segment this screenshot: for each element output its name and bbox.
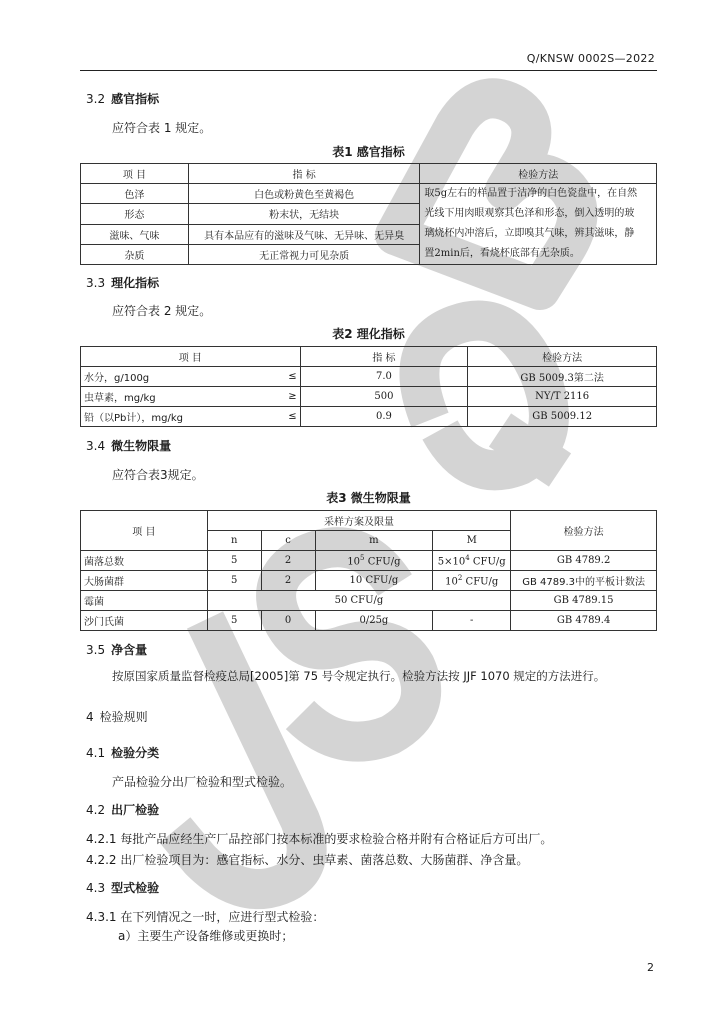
table-cell: 白色或粉黄色至黄褐色 (188, 184, 420, 204)
table-cell: 具有本品应有的滋味及气味、无异味、无异臭 (188, 224, 420, 244)
table-cell: GB 4789.2 (511, 551, 657, 571)
clause-4-2-2: 4.2.2 出厂检验项目为：感官指标、水分、虫草素、菌落总数、大肠菌群、净含量。 (86, 853, 529, 867)
document-code: Q/KNSW 0002S—2022 (526, 52, 655, 65)
section-3-2-text: 应符合表 1 规定。 (112, 121, 212, 135)
table-cell: GB 5009.3第二法 (468, 367, 657, 387)
table-row (81, 551, 657, 571)
table-cell: 杂质 (81, 244, 189, 264)
table-cell: n (207, 531, 261, 551)
section-3-3-text: 应符合表 2 规定。 (112, 304, 212, 318)
table-cell: 粉末状，无结块 (188, 204, 420, 224)
method-line: 取5g左右的样品置于洁净的白色瓷盘中，在自然 (424, 188, 638, 199)
table-row (81, 611, 657, 631)
table-cell: 菌落总数 (81, 551, 208, 571)
table-row (81, 184, 657, 204)
section-3-4-heading: 3.4 微生物限量 (86, 439, 172, 453)
table-cell: 无正常视力可见杂质 (188, 244, 420, 264)
table-cell: ≤ (272, 367, 300, 387)
page-number: 2 (647, 961, 654, 974)
table-2-header-row (81, 347, 657, 367)
table-2-header-method: 检验方法 (468, 347, 657, 367)
table-3-header-row (81, 511, 657, 531)
table-cell: ≤ (272, 407, 300, 427)
clause-4-3-1-a: a）主要生产设备维修或更换时； (118, 929, 294, 943)
table-2-physicochemical (80, 346, 657, 427)
section-4-1-text: 产品检验分出厂检验和型式检验。 (112, 775, 293, 789)
table-1-caption: 表1 感官指标 (332, 145, 405, 159)
section-3-5-heading: 3.5 净含量 (86, 643, 148, 657)
table-cell: GB 4789.15 (511, 591, 657, 611)
table-cell: 5 (207, 571, 261, 591)
table-cell: $10^2$ CFU/g (433, 571, 511, 591)
table-3-microbial (80, 510, 657, 631)
table-cell: M (433, 531, 511, 551)
table-cell: 5 (207, 551, 261, 571)
table-cell: 10 CFU/g (315, 571, 433, 591)
table-2-header-indicator: 指 标 (300, 347, 468, 367)
table-cell: 铅（以Pb计），mg/kg (81, 407, 273, 427)
section-4-heading: 4 检验规则 (86, 710, 148, 724)
table-cell: 5 (207, 611, 261, 631)
table-1-header-indicator: 指 标 (188, 164, 420, 184)
table-cell: GB 5009.12 (468, 407, 657, 427)
section-4-1-heading: 4.1 检验分类 (86, 746, 160, 760)
table-cell: 霉菌 (81, 591, 208, 611)
table-row (81, 407, 657, 427)
section-3-4-text: 应符合表3规定。 (112, 468, 204, 482)
clause-4-3-1: 4.3.1 在下列情况之一时，应进行型式检验： (86, 910, 325, 924)
table-cell: 沙门氏菌 (81, 611, 208, 631)
table-row (81, 367, 657, 387)
table-cell: - (433, 611, 511, 631)
table-1-header-item: 项 目 (81, 164, 189, 184)
table-cell: GB 4789.4 (511, 611, 657, 631)
method-line: 光线下用肉眼观察其色泽和形态，倒入透明的玻 (424, 208, 635, 219)
clause-4-2-1: 4.2.1 每批产品应经生产厂品控部门按本标准的要求检验合格并附有合格证后方可出厂。 (86, 832, 553, 846)
table-cell: m (315, 531, 433, 551)
section-3-3-heading: 3.3 理化指标 (86, 276, 160, 290)
table-3-caption: 表3 微生物限量 (326, 491, 411, 505)
table-cell: 500 (300, 387, 468, 407)
section-4-2-heading: 4.2 出厂检验 (86, 803, 160, 817)
table-cell: 大肠菌群 (81, 571, 208, 591)
header-rule (80, 70, 657, 71)
table-cell: $10^5$ CFU/g (315, 551, 433, 571)
table-cell: 0.9 (300, 407, 468, 427)
table-3-header-method: 检验方法 (511, 511, 657, 551)
table-cell: 滋味、气味 (81, 224, 189, 244)
table-cell: 0/25g (315, 611, 433, 631)
table-1-method-cell (420, 184, 657, 265)
table-2-header-item: 项 目 (81, 347, 301, 367)
method-line: 璃烧杯内冲溶后，立即嗅其气味，辨其滋味，静 (424, 228, 635, 239)
table-cell: 水分，g/100g (81, 367, 273, 387)
table-1-header-row (81, 164, 657, 184)
table-1-sensory (80, 163, 657, 265)
table-row (81, 591, 657, 611)
section-3-5-text: 按原国家质量监督检疫总局[2005]第 75 号令规定执行。检验方法按 JJF 1070 规定的方法进行。 (112, 669, 606, 683)
table-cell: c (261, 531, 315, 551)
table-row (81, 571, 657, 591)
table-cell: $5\times 10^4$ CFU/g (433, 551, 511, 571)
table-3-header-item: 项 目 (81, 511, 208, 551)
section-3-2-heading: 3.2 感官指标 (86, 92, 160, 106)
table-cell: 虫草素，mg/kg (81, 387, 273, 407)
table-cell: 0 (261, 611, 315, 631)
table-cell: 色泽 (81, 184, 189, 204)
watermark-letter-j (175, 620, 307, 889)
table-cell: 形态 (81, 204, 189, 224)
table-cell: 2 (261, 571, 315, 591)
table-cell: ≥ (272, 387, 300, 407)
table-1-header-method: 检验方法 (420, 164, 657, 184)
table-cell: 7.0 (300, 367, 468, 387)
method-line: 置2min后，看烧杯底部有无杂质。 (424, 248, 580, 259)
table-cell: NY/T 2116 (468, 387, 657, 407)
table-cell: 2 (261, 551, 315, 571)
table-2-caption: 表2 理化指标 (332, 327, 405, 341)
table-cell: GB 4789.3中的平板计数法 (511, 571, 657, 591)
table-cell: 50 CFU/g (207, 591, 510, 611)
section-4-3-heading: 4.3 型式检验 (86, 881, 160, 895)
table-3-header-plan: 采样方案及限量 (207, 511, 510, 531)
table-row (81, 387, 657, 407)
